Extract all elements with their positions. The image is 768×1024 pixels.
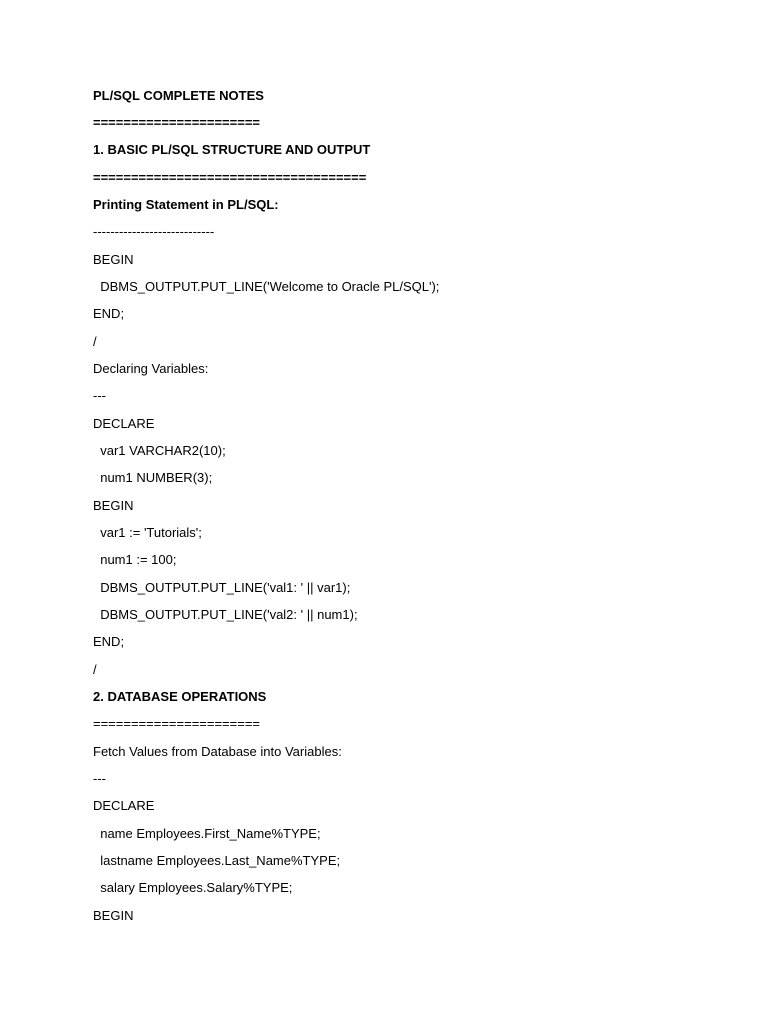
code-line: DBMS_OUTPUT.PUT_LINE('Welcome to Oracle PL/SQL');: [93, 279, 440, 294]
subheading-divider: ---: [93, 771, 106, 786]
code-line: DECLARE: [93, 416, 155, 431]
code-line: num1 NUMBER(3);: [93, 470, 213, 485]
code-line: BEGIN: [93, 252, 134, 267]
code-line: salary Employees.Salary%TYPE;: [93, 880, 293, 895]
subheading-declaring-variables: Declaring Variables:: [93, 361, 209, 376]
code-line: BEGIN: [93, 498, 134, 513]
section-underline-1: ====================================: [93, 170, 367, 185]
title-underline: ======================: [93, 115, 261, 130]
code-line: /: [93, 334, 97, 349]
code-line: DBMS_OUTPUT.PUT_LINE('val2: ' || num1);: [93, 607, 358, 622]
section-underline-2: ======================: [93, 716, 261, 731]
code-line: name Employees.First_Name%TYPE;: [93, 826, 321, 841]
code-line: BEGIN: [93, 908, 134, 923]
subheading-printing-statement: Printing Statement in PL/SQL:: [93, 197, 279, 212]
code-line: DBMS_OUTPUT.PUT_LINE('val1: ' || var1);: [93, 580, 351, 595]
code-line: DECLARE: [93, 798, 155, 813]
code-line: END;: [93, 634, 125, 649]
code-line: num1 := 100;: [93, 552, 177, 567]
code-line: /: [93, 662, 97, 677]
section-heading-1: 1. BASIC PL/SQL STRUCTURE AND OUTPUT: [93, 142, 371, 157]
document-title: PL/SQL COMPLETE NOTES: [93, 88, 264, 103]
subheading-divider: ---: [93, 388, 106, 403]
code-line: lastname Employees.Last_Name%TYPE;: [93, 853, 341, 868]
code-line: var1 := 'Tutorials';: [93, 525, 202, 540]
code-line: END;: [93, 306, 125, 321]
code-line: var1 VARCHAR2(10);: [93, 443, 226, 458]
subheading-divider: ----------------------------: [93, 224, 215, 239]
section-heading-2: 2. DATABASE OPERATIONS: [93, 689, 267, 704]
subheading-fetch-values: Fetch Values from Database into Variables:: [93, 744, 342, 759]
